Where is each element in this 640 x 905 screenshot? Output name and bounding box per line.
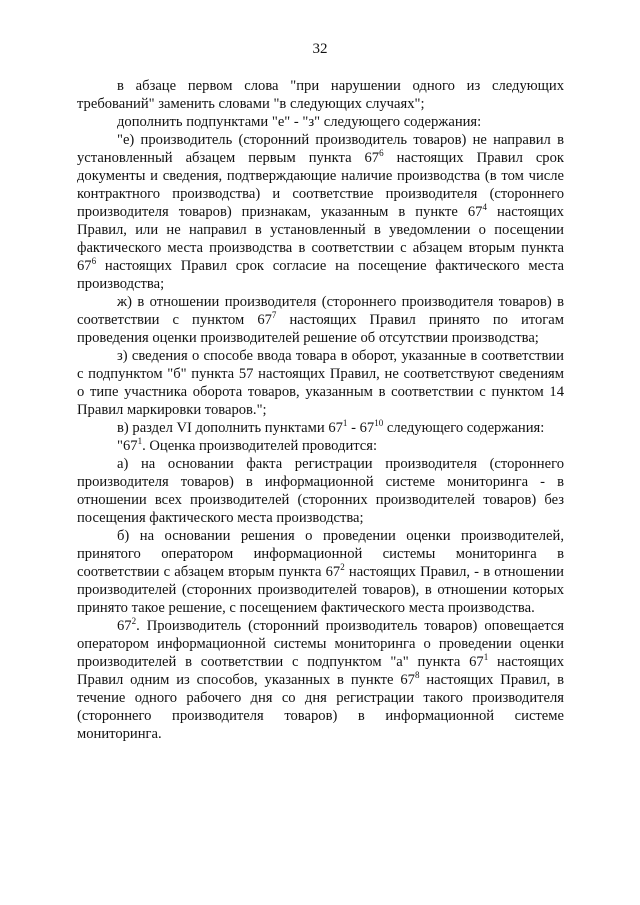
page-number: 32 [312,41,328,57]
paragraph [77,77,564,113]
paragraph-text: з) сведения о способе ввода товара в оборот, указанные в соответствии с подпунктом "б" пункта 57 настоящих Правил, не соответствуют сведениям о типе участника оборота товаров, указанным в соответствии с пунктом 14 Правил маркировки товаров."; [77,348,564,418]
paragraph [77,617,564,743]
superscript: 6 [379,148,384,159]
paragraph-text: 67 [117,618,132,634]
paragraph-text: настоящих Правил принято по итогам проведения оценки производителей решение об отсутствии производства; [77,312,564,346]
paragraph-text: дополнить подпунктами "е" - "з" следующего содержания: [117,114,482,130]
paragraph-text: "67 [117,438,138,454]
paragraph-text: настоящих Правил, - в отношении производителей (сторонних производителей товаров), в отношении которых принято такое решение, с посещением фактического места производства. [77,564,564,616]
superscript: 1 [342,418,348,429]
paragraph-text: настоящих Правил одним из способов, указанных в пункте 67 [77,654,564,688]
paragraph-text: а) на основании факта регистрации производителя (стороннего производителя товаров) в информационной системе мониторинга - в отношении всех производителей (сторонних производителей товаров) без посещения фактического места производства; [77,456,564,526]
superscript: 1 [137,436,143,447]
paragraph [77,527,564,617]
paragraph-text: настоящих Правил срок документы и сведения, подтверждающие наличие производства (в том числе контрактного производства) и соответствие производителя (стороннего производителя товаров) признакам, указанным в пункте 67 [77,150,564,220]
paragraph-text: б) на основании решения о проведении оценки производителей, принятого оператором информационной системы мониторинга в соответствии с абзацем вторым пункта 67 [77,528,564,580]
superscript: 1 [483,652,489,663]
paragraph-text: в абзаце первом слова "при нарушении одного из следующих требований" заменить словами "в следующих случаях"; [77,78,564,112]
paragraph-text: - 67 [347,420,375,436]
paragraph-text: настоящих Правил, или не направил в установленный в уведомлении о посещении фактического места производства в соответствии с абзацем вторым пункта 67 [77,204,564,274]
superscript: 10 [374,418,384,429]
superscript: 7 [271,310,277,321]
paragraph [77,455,564,527]
paragraph-text: в) раздел VI дополнить пунктами 67 [117,420,343,436]
paragraph-text: "е) производитель (сторонний производитель товаров) не направил в установленный абзацем первым пункта 67 [77,132,564,166]
superscript: 2 [131,616,137,627]
paragraph [77,131,564,293]
superscript: 6 [91,256,97,267]
superscript: 2 [340,562,345,573]
paragraph [77,437,564,455]
paragraph [77,293,564,347]
document-body [77,77,564,743]
paragraph-text: настоящих Правил срок согласие на посещение фактического места производства; [77,258,564,292]
paragraph-text: ж) в отношении производителя (стороннего производителя товаров) в соответствии с пунктом 67 [77,294,564,328]
paragraph-text: . Оценка производителей проводится: [142,438,378,454]
superscript: 4 [482,202,487,213]
paragraph-text: следующего содержания: [383,420,545,436]
paragraph-text: настоящих Правил, в течение одного рабочего дня со дня регистрации такого производителя (стороннего производителя товаров) в информационной системе мониторинга. [77,672,565,742]
paragraph [77,113,564,131]
paragraph [77,419,564,437]
paragraph [77,347,564,419]
superscript: 8 [414,670,420,681]
paragraph-text: . Производитель (сторонний производитель товаров) оповещается оператором информационной системы мониторинга о проведении оценки производителей в соответствии с подпунктом "а" пункта 67 [77,618,564,670]
